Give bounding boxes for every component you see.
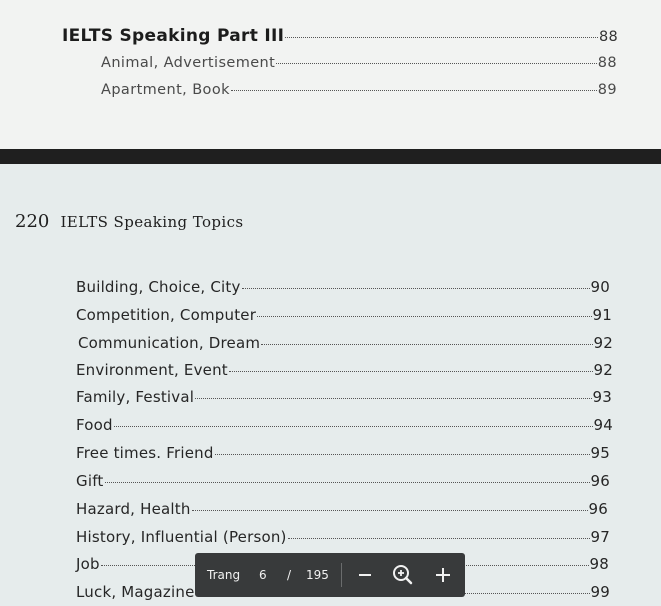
toc-heading-page: 88 [598,29,618,45]
document-page-top [0,0,661,149]
zoom-out-button[interactable] [351,561,379,589]
toc-entry-page: 96 [590,472,610,490]
toc-entry-label: Competition, Computer [76,306,257,324]
toc-entry-page: 98 [589,555,609,573]
toc-leader-dots [192,510,588,511]
toc-entry-label: Family, Festival [76,388,195,406]
toc-entry-label: Hazard, Health [76,500,191,518]
toc-entry-label: Job [76,555,100,573]
toc-entry-page: 91 [592,306,612,324]
toc-entry-row [76,444,610,462]
toc-entry-page: 95 [590,444,610,462]
magnify-plus-icon [389,561,417,589]
toc-entry-label: Gift [76,472,104,490]
toc-entry-row [76,416,613,434]
toc-leader-dots [261,344,592,345]
toc-leader-dots [285,37,598,38]
page-navigation-toolbar [195,553,465,597]
toc-subitem-label: Animal, Advertisement [101,55,276,71]
toc-entry-page: 97 [590,528,610,546]
toc-subitem-page: 88 [597,55,617,71]
toc-leader-dots [195,398,591,399]
toc-subitem-page: 89 [597,82,617,98]
toc-leader-dots [231,90,597,91]
toc-heading-label: IELTS Speaking Part III [62,26,285,46]
toc-entry-page: 90 [590,278,610,296]
toc-leader-dots [114,426,593,427]
toc-entry-row [76,528,610,546]
toc-subitem-row [101,82,617,98]
toc-entry-page: 92 [593,361,613,379]
toc-leader-dots [257,316,591,317]
running-head-title: IELTS Speaking Topics [60,213,244,231]
zoom-reset-button[interactable] [389,561,417,589]
toc-entry-label: History, Influential (Person) [76,528,287,546]
toc-entry-label: Luck, Magazine [76,583,195,601]
toc-entry-page: 99 [590,583,610,601]
toc-leader-dots [105,482,590,483]
toc-leader-dots [215,454,590,455]
toc-leader-dots [242,288,590,289]
toc-entry-page: 94 [593,416,613,434]
toc-entry-row [76,306,612,324]
toc-entry-page: 92 [593,334,613,352]
running-head [15,211,244,232]
toolbar-divider [341,563,342,587]
plus-icon [429,561,457,589]
page-separator-slash: / [287,568,292,582]
toc-entry-label: Communication, Dream [78,334,261,352]
toc-entry-page: 96 [588,500,608,518]
toc-entry-label: Food [76,416,113,434]
toc-entry-row [78,334,613,352]
toc-entry-row [76,388,612,406]
toc-subitem-row [101,55,617,71]
toc-leader-dots [288,538,590,539]
zoom-in-button[interactable] [429,561,457,589]
toc-entry-row [76,361,613,379]
toc-entry-row [76,472,610,490]
toc-entry-row [76,500,608,518]
toc-entry-row [76,278,610,296]
toc-entry-label: Building, Choice, City [76,278,241,296]
toc-entry-page: 93 [592,388,612,406]
minus-icon [351,561,379,589]
page-separator [0,149,661,164]
running-head-page-number: 220 [15,211,50,232]
toc-entry-label: Free times. Friend [76,444,214,462]
current-page-input[interactable]: 6 [259,568,267,582]
toc-heading-row [62,26,618,46]
toc-subitem-label: Apartment, Book [101,82,230,98]
page-label: Trang [207,568,241,582]
toc-entry-label: Environment, Event [76,361,228,379]
toc-leader-dots [229,371,593,372]
toc-leader-dots [276,63,596,64]
total-pages: 195 [306,568,329,582]
